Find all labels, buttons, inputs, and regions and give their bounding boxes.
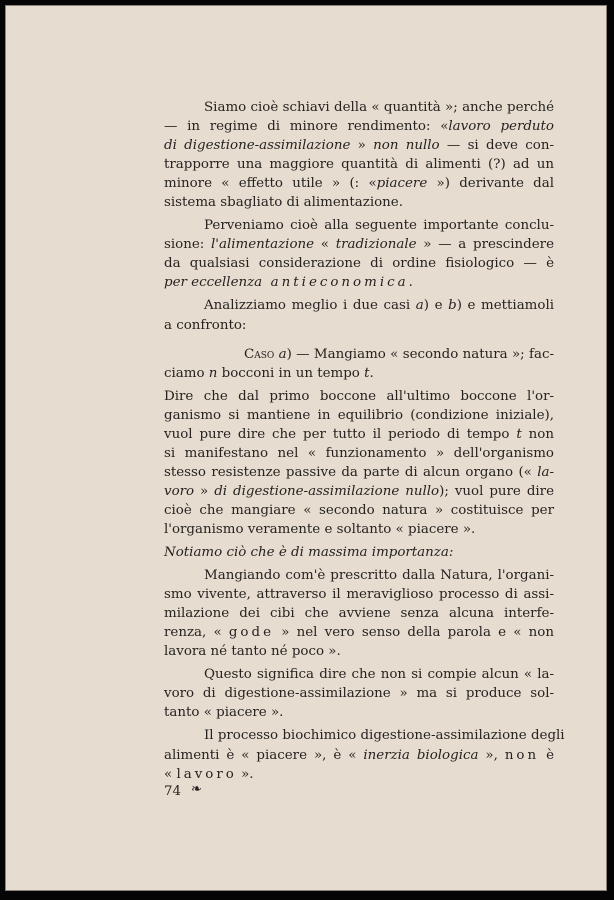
text-span: Analizziamo meglio i due casi [204,298,416,314]
text-line [164,684,554,703]
text-span: da qualsiasi considerazione di ordine fisiologico — è [164,256,554,272]
text-span: ciamo [164,365,209,381]
text-span: a confronto: [164,317,247,333]
text-line [164,604,554,623]
text-line [164,316,554,335]
text-line [164,345,554,364]
text-span: », [478,747,505,763]
text-line [164,501,554,520]
paragraph-9 [164,726,565,783]
italic-span: Notiamo ciò che è di massima importanza: [164,545,454,561]
paragraph-5 [164,387,554,539]
text-line [164,482,554,501]
text-span: » — a prescindere [416,237,554,253]
text-line [164,216,554,235]
text-line [164,296,554,315]
text-span: minore « effetto utile » (: « [164,176,377,192]
paragraph-7 [164,566,554,661]
text-span: Questo significa dire che non si compie alcun « la- [204,667,554,683]
paragraph-1 [164,98,554,212]
italic-span: inerzia biologica [363,747,479,763]
italic-span: non nullo [373,138,440,154]
text-span: sistema sbagliato di alimentazione. [164,195,403,211]
text-span: trapporre una maggiore quantità di alimenti (?) ad un [164,157,554,173]
paragraph-3 [164,296,554,334]
text-line [164,665,554,684]
text-line [164,364,554,383]
italic-span: b [448,298,457,314]
text-line [164,117,554,136]
text-span: smo vivente, attraverso il meraviglioso processo di assi- [164,587,554,603]
italic-span: a [278,346,287,362]
text-line [164,136,554,155]
italic-span: t [364,365,370,381]
paragraph-2 [164,216,554,292]
text-span: lavora né tanto né poco ». [164,644,341,660]
text-span: ) e [423,298,449,314]
text-span: — in regime di minore rendimento: « [164,119,449,135]
text-span: Dire che dal primo boccone all'ultimo boccone l'or- [164,388,554,404]
text-line [164,463,554,482]
text-line [164,254,554,273]
text-span: alimenti è « piacere », è « [164,747,364,763]
text-span: l'organismo veramente e soltanto « piacere ». [164,521,476,537]
book-page [5,5,607,891]
text-span: Siamo cioè schiavi della « quantità »; anche perché [204,100,554,115]
text-span: ») derivante dal [427,176,554,192]
italic-span: tradizionale [335,237,417,253]
italic-span: l'alimentazione [211,237,315,253]
text-span: ); vuol pure dire [439,483,554,499]
text-span: sione: [164,237,211,253]
text-span: « [314,237,336,253]
text-span: » [194,483,215,499]
text-span: stesso resistenze passive da parte di alcun organo (« [164,464,538,480]
text-line [164,98,554,117]
italic-span: la- [537,464,554,480]
italic-span: a [415,298,424,314]
text-line [164,585,554,604]
text-line [164,623,554,642]
text-span: Il processo biochimico digestione-assimilazione degli [204,728,565,744]
spaced-italic-span: antieconomica [270,275,409,291]
text-span: non [521,426,554,442]
text-span: — si deve con- [439,138,554,154]
page-number: 74 [164,784,182,799]
text-span: « [164,766,177,782]
text-span: tanto « piacere ». [164,705,284,721]
text-line [164,174,554,193]
text-span: ) — Mangiamo « secondo natura »; fac- [286,346,554,362]
paragraph-4 [164,345,554,383]
text-line [164,425,554,444]
text-line [164,765,554,784]
italic-span: voro [164,483,195,499]
text-span: renza, « [164,625,229,641]
spaced-span: gode [228,625,274,641]
text-span: . [369,365,374,381]
small-caps-span: Caso [244,346,275,362]
text-line [164,703,554,722]
text-line [164,566,554,585]
text-span: si manifestano nel « funzionamento » dell'organismo [164,445,554,461]
text-span: Perveniamo cioè alla seguente importante conclu- [204,218,554,234]
text-span: bocconi in un tempo [217,365,365,381]
text-span: Mangiando com'è prescritto dalla Natura, l'organi- [204,568,554,584]
text-line [164,746,554,765]
paragraph-8 [164,665,554,722]
italic-span: per eccellenza [164,275,263,291]
spaced-span: lavoro [176,766,237,782]
text-span: milazione dei cibi che avviene senza alcuna interfe- [164,606,554,622]
text-span: ganismo si mantiene in equilibrio (condizione iniziale), [164,407,554,423]
italic-span: di digestione-assimilazione [164,138,351,154]
italic-span: piacere [376,176,428,192]
text-line [164,642,554,661]
text-line [164,273,554,292]
text-span: è [539,747,554,763]
fleuron-icon: ❧ [191,782,202,797]
spaced-span: non [504,747,540,763]
body-text [164,98,565,788]
text-span: cioè che mangiare « secondo natura » costituisce per [164,502,554,518]
italic-span: lavoro perduto [448,119,554,135]
italic-span: n [208,365,218,381]
text-line [164,235,554,254]
text-line [164,155,554,174]
text-line [164,726,565,745]
paragraph-6 [164,543,554,562]
text-span: . [408,275,413,291]
text-span: ». [236,766,254,782]
text-span: vuol pure dire che per tutto il periodo di tempo [164,426,517,442]
text-span: voro di digestione-assimilazione » ma si produce sol- [164,686,554,702]
text-line [164,444,554,463]
text-line [164,387,554,406]
text-line [164,406,554,425]
text-span: » [350,138,374,154]
text-span: » nel vero senso della parola e « non [274,625,554,641]
text-line [164,520,554,539]
italic-span: di digestione-assimilazione nullo [214,483,440,499]
text-line [164,543,554,562]
italic-span: t [516,426,522,442]
text-span: ) e mettiamoli [456,298,555,314]
text-line [164,193,554,212]
